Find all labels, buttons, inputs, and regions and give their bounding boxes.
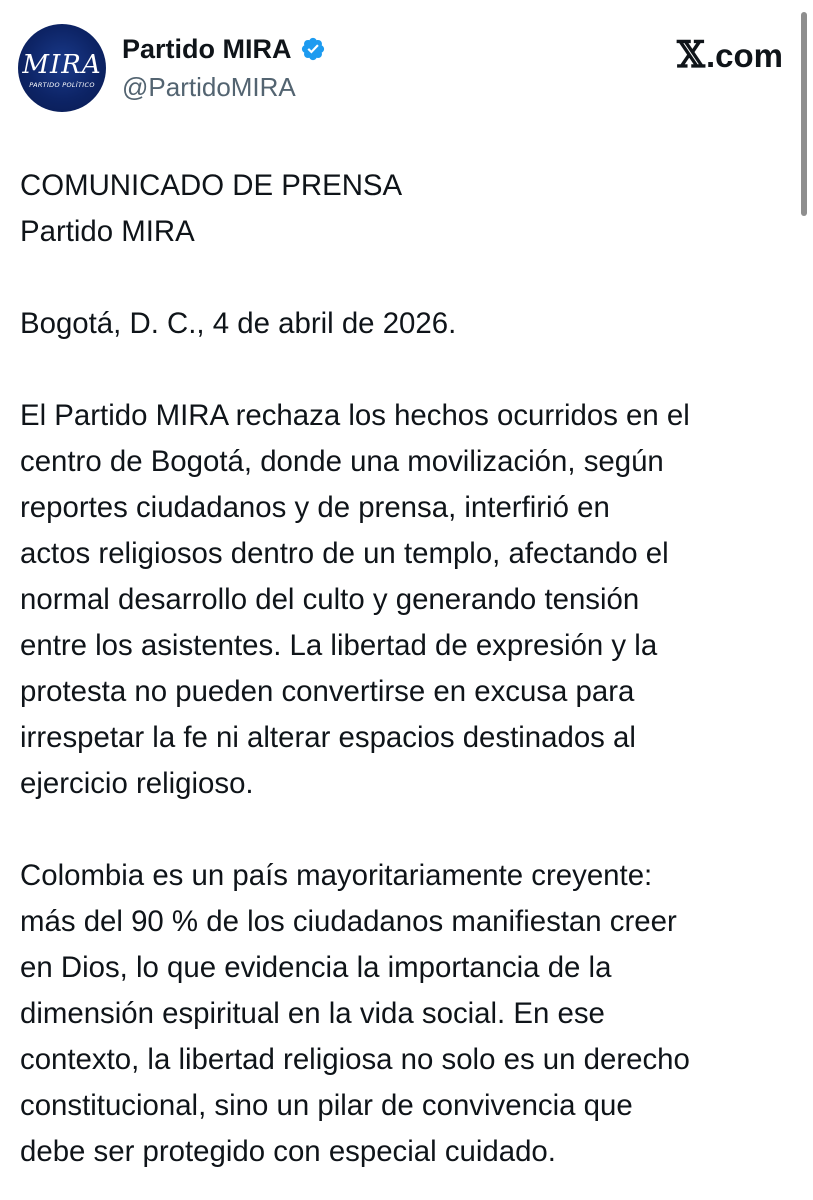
- post-paragraph-line: normal desarrollo del culto y generando tensión: [20, 583, 640, 616]
- verified-badge-icon: [300, 36, 326, 62]
- post-dateline: Bogotá, D. C., 4 de abril de 2026.: [20, 307, 457, 340]
- post-paragraph-line: en Dios, lo que evidencia la importancia de la: [20, 951, 612, 984]
- post-paragraph-line: ejercicio religioso.: [20, 767, 254, 800]
- post-paragraph-line: centro de Bogotá, donde una movilización, según: [20, 445, 664, 478]
- display-name[interactable]: Partido MIRA: [122, 33, 292, 64]
- post-paragraph-line: contexto, la libertad religiosa no solo es un derecho: [20, 1043, 690, 1076]
- post-paragraph-line: dimensión espiritual en la vida social. En ese: [20, 997, 605, 1030]
- avatar[interactable]: [18, 24, 106, 112]
- post-subtitle-line: Partido MIRA: [20, 215, 195, 248]
- post-paragraph-line: reportes ciudadanos y de prensa, interfirió en: [20, 491, 610, 524]
- avatar-logo-subtext: PARTIDO POLÍTICO: [29, 80, 95, 89]
- post-paragraph-line: constitucional, sino un pilar de convivencia que: [20, 1089, 633, 1122]
- site-domain: .com: [705, 37, 783, 74]
- post-paragraph-line: El Partido MIRA rechaza los hechos ocurridos en el: [20, 399, 690, 432]
- scrollbar[interactable]: [801, 12, 807, 216]
- post-header: [0, 0, 813, 130]
- post-paragraph-line: más del 90 % de los ciudadanos manifiestan creer: [20, 905, 677, 938]
- post-paragraph-line: protesta no pueden convertirse en excusa para: [20, 675, 635, 708]
- author-handle[interactable]: @PartidoMIRA: [122, 72, 296, 102]
- x-logo-icon: 𝕏: [677, 34, 705, 76]
- site-logo[interactable]: [677, 34, 783, 76]
- post-paragraph-line: entre los asistentes. La libertad de expresión y la: [20, 629, 658, 662]
- avatar-logo-text: MIRA: [22, 49, 102, 80]
- post-paragraph-line: actos religiosos dentro de un templo, afectando el: [20, 537, 669, 570]
- post-paragraph-line: Colombia es un país mayoritariamente creyente:: [20, 859, 653, 892]
- post-text: [20, 163, 800, 1175]
- post-paragraph-line: debe ser protegido con especial cuidado.: [20, 1135, 556, 1168]
- post-title-line: COMUNICADO DE PRENSA: [20, 169, 403, 202]
- post-paragraph-line: irrespetar la fe ni alterar espacios destinados al: [20, 721, 636, 754]
- author-name-row: [122, 32, 326, 66]
